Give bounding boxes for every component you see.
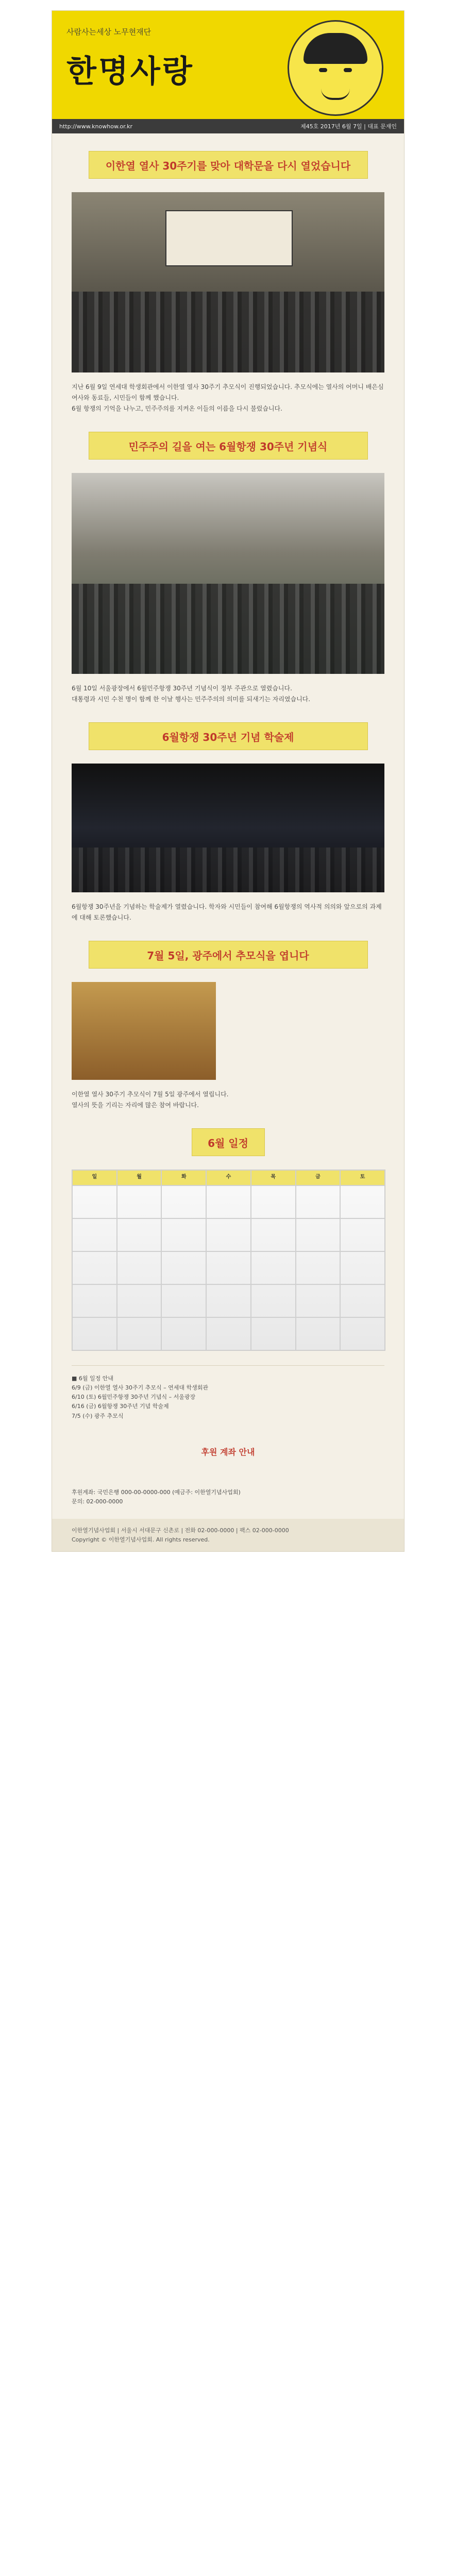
calendar-cell [117,1317,162,1350]
calendar-cell [206,1218,251,1251]
calendar-cell [251,1317,296,1350]
calendar-cell [251,1251,296,1284]
section-2 [52,432,404,705]
calendar-cell [161,1284,206,1317]
section-1 [52,151,404,414]
calendar-cell [72,1284,117,1317]
section-4 [52,941,404,1111]
schedule-calendar [72,1170,385,1351]
section-title: 이한열 열사 30주기를 맞아 대학문을 다시 열었습니다 [89,151,368,179]
schedule-section [52,1128,404,1421]
calendar-cell [161,1317,206,1350]
calendar-cell [251,1185,296,1218]
calendar-cell [72,1185,117,1218]
section-text: 이한열 열사 30주기 추모식이 7월 5일 광주에서 열립니다. 열사의 뜻을 기리는 자리에 많은 참여 바랍니다. [72,1091,229,1109]
calendar-cell [72,1317,117,1350]
calendar-day-header: 토 [340,1170,385,1185]
section-title: 7월 5일, 광주에서 추모식을 엽니다 [89,941,368,969]
calendar-cell [117,1218,162,1251]
schedule-title: 6월 일정 [192,1128,265,1156]
issue-info: 제45호 2017년 6월 7일 | 대표 문재인 [300,123,397,130]
calendar-cell [340,1218,385,1251]
calendar-cell [117,1251,162,1284]
calendar-cell [206,1284,251,1317]
calendar-cell [72,1251,117,1284]
notice-title: 후원 계좌 안내 [172,1438,285,1465]
site-link[interactable]: http://www.knowhow.or.kr [59,123,133,130]
ceremony-photo [72,473,384,674]
calendar-cell [296,1251,341,1284]
calendar-day-header: 목 [251,1170,296,1185]
notice-text: 후원계좌: 국민은행 000-00-0000-000 (예금주: 이한열기념사업회) 문의: 02-000-0000 [72,1488,241,1505]
section-3 [52,722,404,923]
portrait-photo [72,982,216,1080]
calendar-cell [251,1218,296,1251]
calendar-cell [251,1284,296,1317]
newsletter [52,10,405,1552]
calendar-day-header: 화 [161,1170,206,1185]
calendar-cell [161,1185,206,1218]
memorial-photo [72,192,384,372]
calendar-day-header: 금 [296,1170,341,1185]
calendar-day-header: 수 [206,1170,251,1185]
info-bar [52,119,404,133]
calendar-cell [72,1218,117,1251]
calendar-cell [206,1251,251,1284]
calendar-cell [340,1284,385,1317]
section-title: 민주주의 길을 여는 6월항쟁 30주년 기념식 [89,432,368,460]
calendar-cell [296,1317,341,1350]
calendar-cell [296,1218,341,1251]
concert-photo [72,764,384,892]
calendar-cell [340,1317,385,1350]
footer: 이한열기념사업회 | 서울시 서대문구 신촌로 | 전화 02-000-0000 | 팩스 02-000-0000 Copyright © 이한열기념사업회. All rights reserved. [52,1519,404,1551]
calendar-cell [206,1185,251,1218]
section-text: 6월항쟁 30주년을 기념하는 학술제가 열렸습니다. 학자와 시민들이 참여해 6월항쟁의 역사적 의의와 앞으로의 과제에 대해 토론했습니다. [72,903,382,921]
section-title: 6월항쟁 30주년 기념 학술제 [89,722,368,750]
portrait-illustration [288,20,383,116]
calendar-cell [117,1185,162,1218]
calendar-cell [340,1251,385,1284]
calendar-day-header: 월 [117,1170,162,1185]
header-tagline: 사람사는세상 노무현재단 [66,27,151,37]
newsletter-header [52,11,404,119]
calendar-cell [296,1185,341,1218]
notice-section [52,1438,404,1506]
calendar-cell [161,1218,206,1251]
calendar-cell [340,1185,385,1218]
newsletter-logo: 한명사랑 [66,54,194,90]
calendar-day-header: 일 [72,1170,117,1185]
section-text: 6월 10일 서울광장에서 6월민주항쟁 30주년 기념식이 정부 주관으로 열렸습니다. 대통령과 시민 수천 명이 함께 한 이날 행사는 민주주의의 의미를 되새기는 자리였습니다. [72,685,311,703]
calendar-cell [206,1317,251,1350]
calendar-cell [161,1251,206,1284]
calendar-cell [296,1284,341,1317]
section-text: 지난 6월 9일 연세대 학생회관에서 이한열 열사 30주기 추모식이 진행되었습니다. 추모식에는 열사의 어머니 배은심 여사와 동료들, 시민들이 함께 했습니다. 6월 항쟁의 기억을 나누고, 민주주의를 지켜온 이들의 이름을 다시 불렀습니다. [72,383,384,412]
calendar-cell [117,1284,162,1317]
schedule-list: ■ 6월 일정 안내 6/9 (금) 이한열 열사 30주기 추모식 – 연세대 학생회관 6/10 (토) 6월민주항쟁 30주년 기념식 – 서울광장 6/16 (금) 6월항쟁 30주년 기념 학술제 7/5 (수) 광주 추모식 [72,1365,384,1421]
